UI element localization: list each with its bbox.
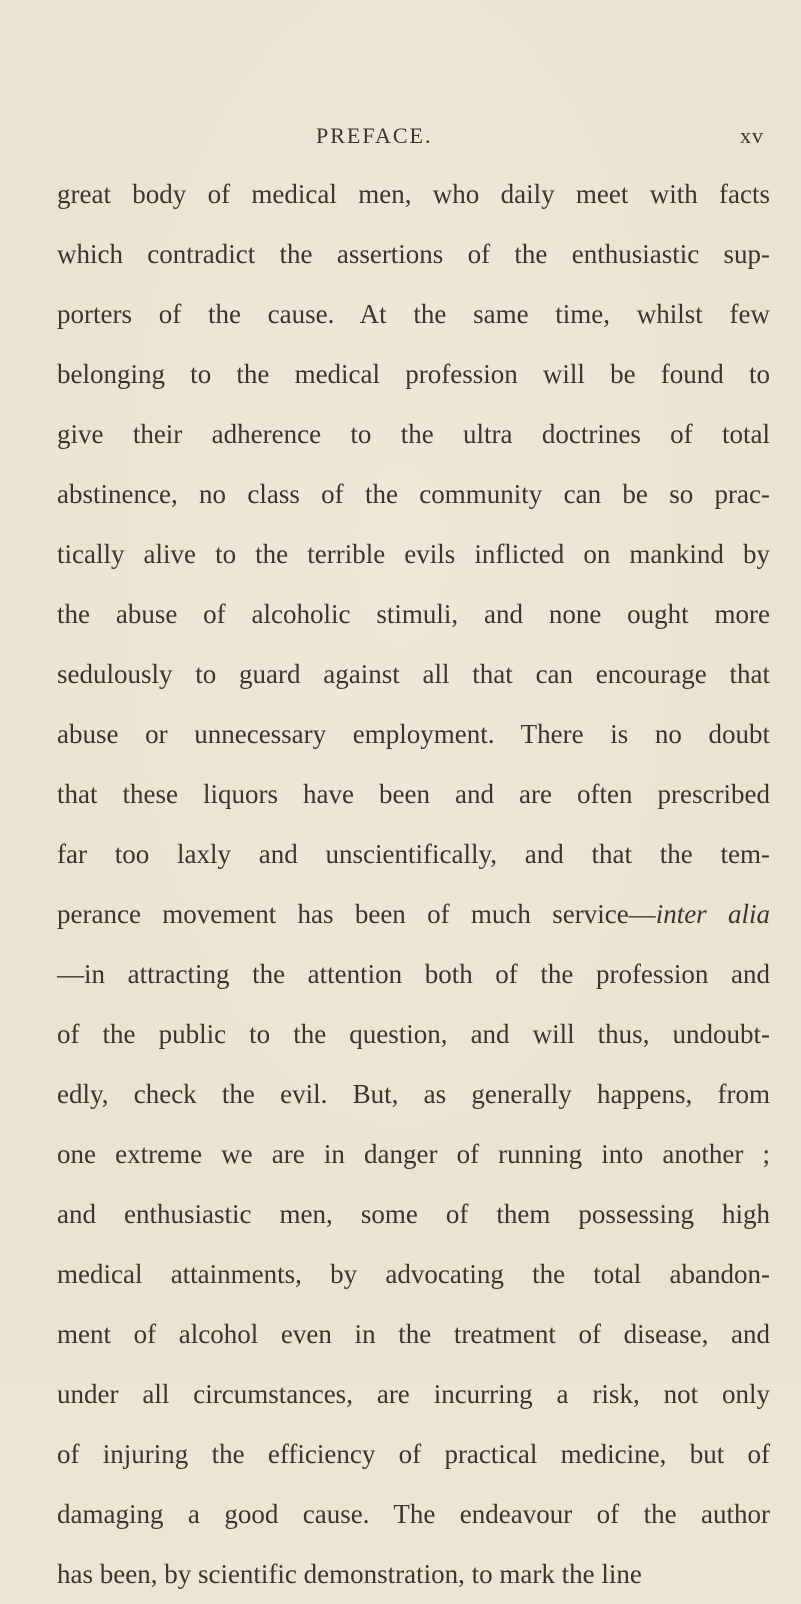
text-line: far too laxly and unscientifically, and that the tem- (57, 839, 770, 869)
text-line: one extreme we are in danger of running into another ; (57, 1139, 770, 1169)
text-line: great body of medical men, who daily meet with facts (57, 179, 770, 209)
text-line: belonging to the medical profession will be found to (57, 359, 770, 389)
text-line-with-latin (57, 884, 770, 944)
text-line: has been, by scientific demonstration, to mark the line (57, 1559, 642, 1589)
text-segment: perance movement has been of much service— (57, 899, 656, 929)
text-line: edly, check the evil. But, as generally happens, from (57, 1079, 770, 1109)
text-line: the abuse of alcoholic stimuli, and none ought more (57, 599, 770, 629)
text-line: medical attainments, by advocating the total abandon- (57, 1259, 770, 1289)
text-line: —in attracting the attention both of the profession and (57, 959, 770, 989)
text-line: of injuring the efficiency of practical medicine, but of (57, 1439, 770, 1469)
page-number: xv (740, 123, 764, 148)
text-line: that these liquors have been and are often prescribed (57, 779, 770, 809)
body-text (57, 164, 770, 1604)
text-line: of the public to the question, and will thus, undoubt- (57, 1019, 770, 1049)
text-line: and enthusiastic men, some of them possessing high (57, 1199, 770, 1229)
text-line: sedulously to guard against all that can encourage that (57, 659, 770, 689)
text-line: which contradict the assertions of the enthusiastic sup- (57, 239, 770, 269)
text-line: abstinence, no class of the community can be so prac- (57, 479, 770, 509)
text-line: abuse or unnecessary employment. There is no doubt (57, 719, 770, 749)
latin-phrase: inter alia (655, 899, 770, 929)
text-line: damaging a good cause. The endeavour of the author (57, 1499, 770, 1529)
text-line: give their adherence to the ultra doctrines of total (57, 419, 770, 449)
text-line: porters of the cause. At the same time, whilst few (57, 299, 770, 329)
running-head: PREFACE. (316, 123, 433, 148)
text-line: ment of alcohol even in the treatment of disease, and (57, 1319, 770, 1349)
page-header (0, 121, 801, 151)
text-line: tically alive to the terrible evils inflicted on mankind by (57, 539, 770, 569)
text-line: under all circumstances, are incurring a risk, not only (57, 1379, 770, 1409)
